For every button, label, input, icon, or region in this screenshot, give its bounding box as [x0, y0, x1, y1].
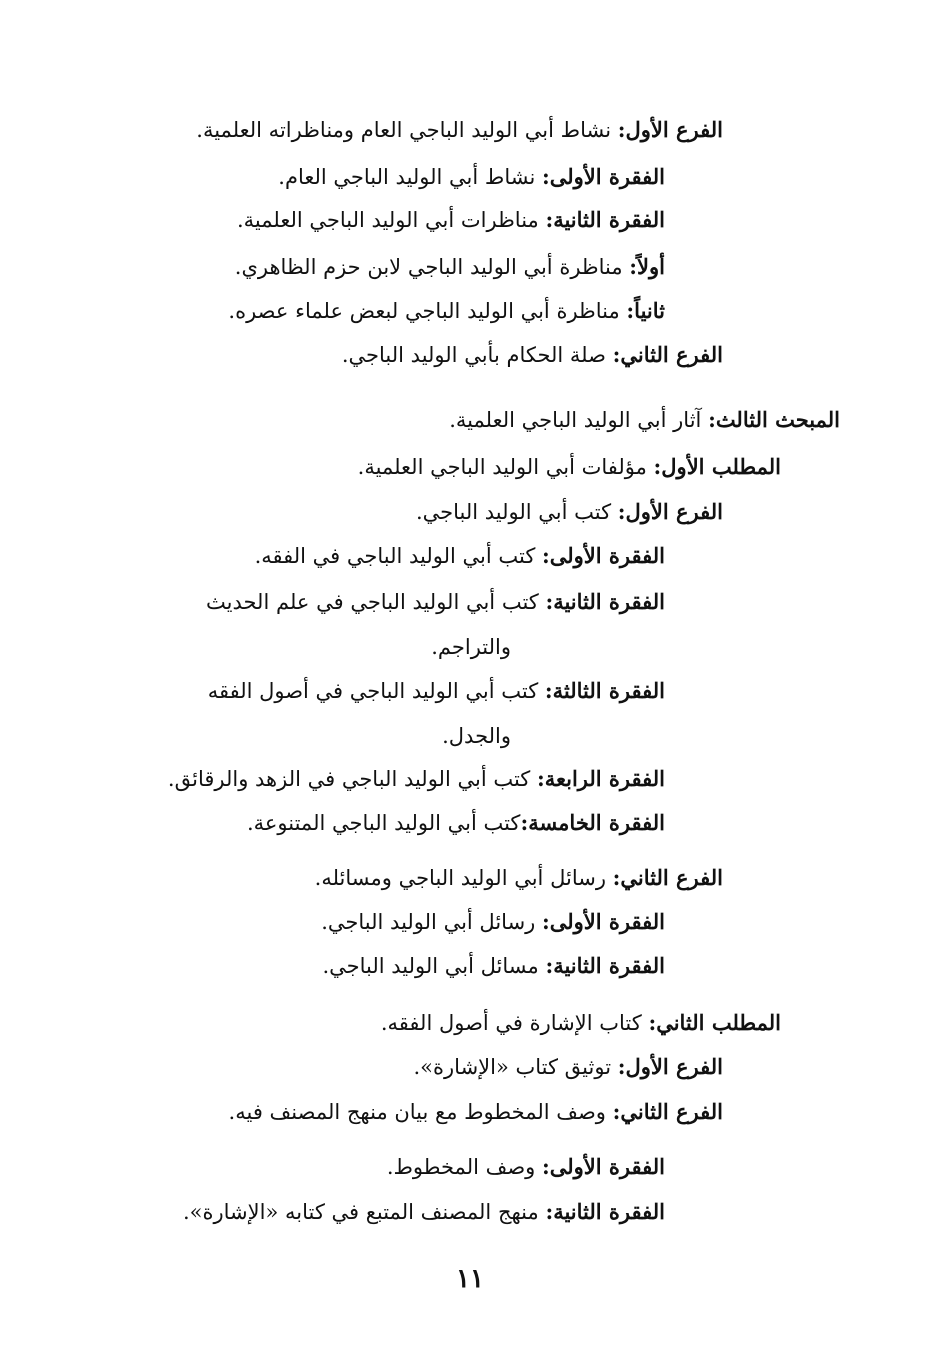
entry-text: كتب أبي الوليد الباجي في الفقه. — [254, 544, 542, 568]
heading-label: ثانياً: — [626, 298, 665, 323]
entry-text: كتب أبي الوليد الباجي المتنوعة. — [246, 811, 521, 835]
entry-text: نشاط أبي الوليد الباجي العام ومناظراته العلمية. — [196, 118, 618, 142]
toc-line — [322, 951, 665, 981]
entry-text: وصف المخطوط مع بيان منهج المصنف فيه. — [228, 1100, 613, 1124]
heading-label: الفقرة الأولى: — [542, 543, 665, 568]
entry-text: والتراجم. — [431, 635, 511, 659]
entry-text: كتب أبي الوليد الباجي. — [415, 500, 618, 524]
toc-line — [208, 676, 665, 706]
toc-line-continuation — [431, 632, 511, 662]
heading-label: الفرع الأول: — [617, 499, 723, 524]
toc-line — [416, 497, 723, 527]
heading-label: الفقرة الخامسة: — [520, 810, 665, 835]
toc-line — [235, 252, 665, 282]
toc-line — [206, 587, 665, 617]
toc-line — [237, 205, 665, 235]
toc-line-continuation — [442, 721, 511, 751]
toc-line — [449, 405, 840, 435]
toc-line — [321, 907, 665, 937]
entry-text: توثيق كتاب «الإشارة». — [413, 1055, 618, 1079]
toc-line — [183, 1197, 665, 1227]
heading-label: الفرع الثاني: — [612, 1099, 723, 1124]
toc-line — [381, 1008, 781, 1038]
heading-label: الفقرة الثالثة: — [544, 678, 665, 703]
toc-line — [229, 1097, 723, 1127]
heading-label: أولاً: — [629, 254, 665, 279]
entry-text: صلة الحكام بأبي الوليد الباجي. — [341, 343, 613, 367]
entry-text: والجدل. — [442, 724, 511, 748]
heading-label: الفقرة الرابعة: — [536, 766, 665, 791]
toc-line — [358, 452, 781, 482]
heading-label: المطلب الثاني: — [648, 1010, 781, 1035]
heading-label: المطلب الأول: — [653, 454, 781, 479]
heading-label: الفرع الثاني: — [612, 342, 723, 367]
entry-text: مناظرات أبي الوليد الباجي العلمية. — [236, 208, 546, 232]
page-number: ١١ — [456, 1264, 484, 1294]
toc-line — [414, 1052, 724, 1082]
entry-text: مناظرة أبي الوليد الباجي لبعض علماء عصره. — [228, 299, 627, 323]
heading-label: الفرع الثاني: — [612, 865, 723, 890]
entry-text: مناظرة أبي الوليد الباجي لابن حزم الظاهري. — [234, 255, 630, 279]
toc-line — [387, 1152, 665, 1182]
entry-text: كتب أبي الوليد الباجي في أصول الفقه — [207, 679, 545, 703]
heading-label: الفقرة الأولى: — [542, 164, 665, 189]
toc-line — [247, 808, 665, 838]
entry-text: منهج المصنف المتبع في كتابه «الإشارة». — [182, 1200, 546, 1224]
heading-label: الفقرة الأولى: — [542, 909, 665, 934]
entry-text: آثار أبي الوليد الباجي العلمية. — [449, 408, 709, 432]
heading-label: الفرع الأول: — [617, 1054, 723, 1079]
heading-label: الفقرة الأولى: — [542, 1154, 665, 1179]
entry-text: كتاب الإشارة في أصول الفقه. — [380, 1011, 649, 1035]
toc-line — [255, 541, 665, 571]
heading-label: الفقرة الثانية: — [545, 953, 665, 978]
entry-text: مؤلفات أبي الوليد الباجي العلمية. — [357, 455, 654, 479]
entry-text: وصف المخطوط. — [386, 1155, 542, 1179]
toc-line — [228, 296, 665, 326]
heading-label: الفقرة الثانية: — [545, 1199, 665, 1224]
heading-label: الفقرة الثانية: — [545, 207, 665, 232]
heading-label: المبحث الثالث: — [708, 407, 840, 432]
toc-line — [315, 863, 723, 893]
toc-line — [342, 340, 723, 370]
toc-line — [168, 764, 665, 794]
toc-line — [278, 162, 665, 192]
entry-text: نشاط أبي الوليد الباجي العام. — [278, 165, 542, 189]
entry-text: مسائل أبي الوليد الباجي. — [322, 954, 546, 978]
toc-line — [196, 115, 723, 145]
heading-label: الفرع الأول: — [617, 117, 723, 142]
entry-text: كتب أبي الوليد الباجي في الزهد والرقائق. — [167, 767, 537, 791]
entry-text: كتب أبي الوليد الباجي في علم الحديث — [206, 590, 546, 614]
entry-text: رسائل أبي الوليد الباجي ومسائله. — [314, 866, 613, 890]
heading-label: الفقرة الثانية: — [545, 589, 665, 614]
entry-text: رسائل أبي الوليد الباجي. — [321, 910, 542, 934]
